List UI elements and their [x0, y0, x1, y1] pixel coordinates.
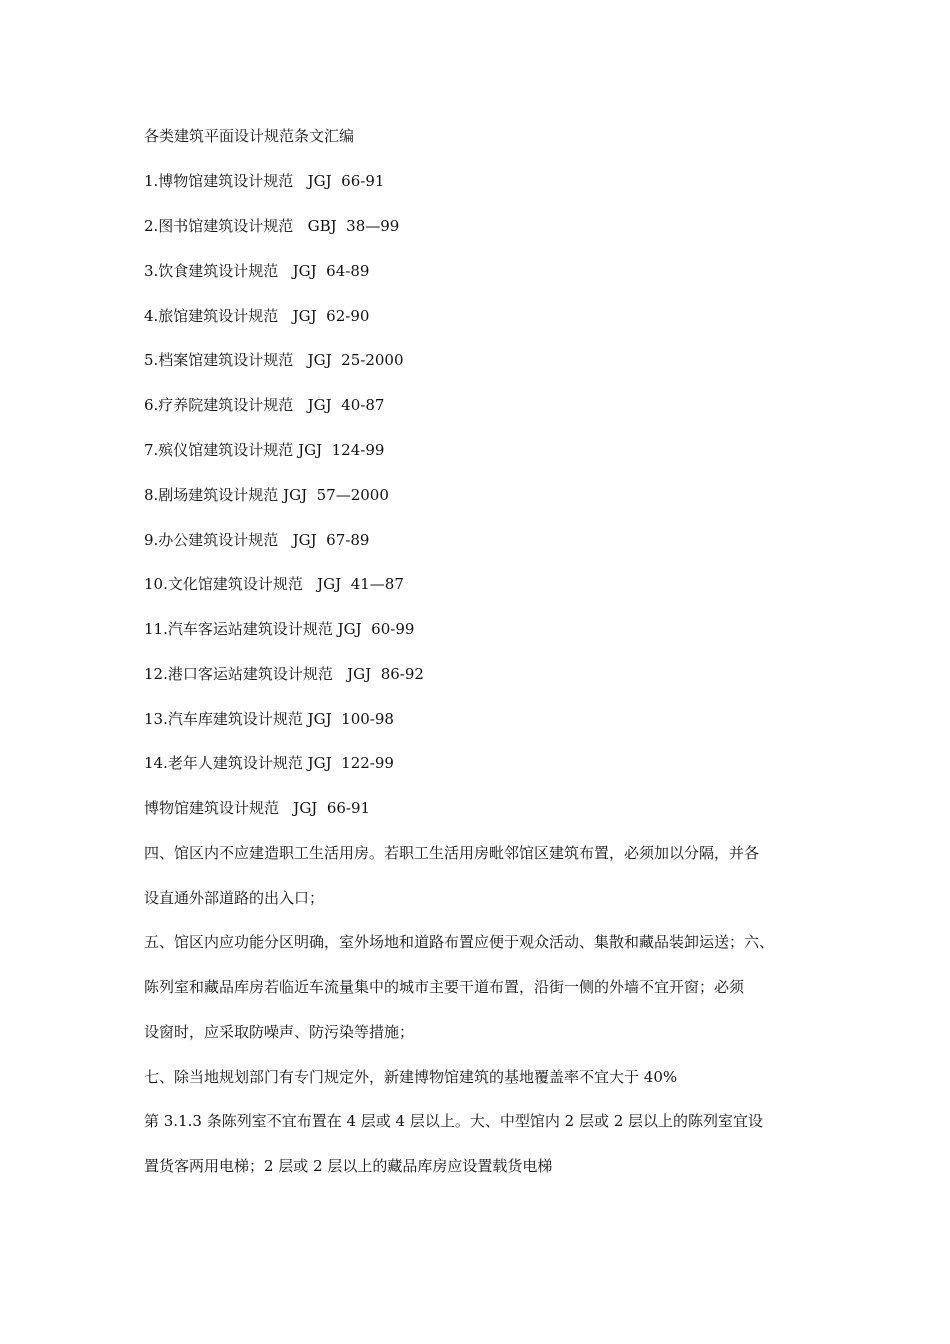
list-item: 4.旅馆建筑设计规范 JGJ 62-90	[144, 307, 370, 325]
paragraph-line: 七、除当地规划部门有专门规定外，新建博物馆建筑的基地覆盖率不宜大于 40%	[144, 1068, 678, 1086]
list-item: 3.饮食建筑设计规范 JGJ 64-89	[144, 262, 370, 280]
paragraph-line: 五、馆区内应功能分区明确，室外场地和道路布置应便于观众活动、集散和藏品装卸运送；六、	[144, 933, 775, 951]
paragraph-line: 第 3.1.3 条陈列室不宜布置在 4 层或 4 层以上。大、中型馆内 2 层或 2 层以上的陈列室宜设	[144, 1112, 764, 1130]
paragraph-line: 设直通外部道路的出入口；	[144, 889, 325, 907]
list-item: 1.博物馆建筑设计规范 JGJ 66-91	[144, 172, 385, 190]
list-item: 12.港口客运站建筑设计规范 JGJ 86-92	[144, 665, 424, 683]
list-item: 11.汽车客运站建筑设计规范 JGJ 60-99	[144, 620, 415, 638]
list-item: 13.汽车库建筑设计规范 JGJ 100-98	[144, 710, 394, 728]
paragraph-line: 设窗时，应采取防噪声、防污染等措施；	[144, 1023, 415, 1041]
list-item: 7.殡仪馆建筑设计规范 JGJ 124-99	[144, 441, 385, 459]
list-item: 14.老年人建筑设计规范 JGJ 122-99	[144, 754, 394, 772]
list-item: 10.文化馆建筑设计规范 JGJ 41—87	[144, 575, 404, 593]
list-item: 8.剧场建筑设计规范 JGJ 57—2000	[144, 486, 389, 504]
paragraph-line: 四、馆区内不应建造职工生活用房。若职工生活用房毗邻馆区建筑布置，必须加以分隔，并各	[144, 844, 760, 862]
list-item: 6.疗养院建筑设计规范 JGJ 40-87	[144, 396, 385, 414]
list-item: 9.办公建筑设计规范 JGJ 67-89	[144, 531, 370, 549]
list-item: 5.档案馆建筑设计规范 JGJ 25-2000	[144, 351, 404, 369]
paragraph-line: 陈列室和藏品库房若临近车流量集中的城市主要干道布置，沿街一侧的外墙不宜开窗；必须	[144, 978, 745, 996]
document-title: 各类建筑平面设计规范条文汇编	[144, 127, 355, 145]
list-item: 2.图书馆建筑设计规范 GBJ 38—99	[144, 217, 400, 235]
paragraph-line: 置货客两用电梯；2 层或 2 层以上的藏品库房应设置载货电梯	[144, 1157, 553, 1175]
section-heading: 博物馆建筑设计规范 JGJ 66-91	[144, 799, 371, 817]
